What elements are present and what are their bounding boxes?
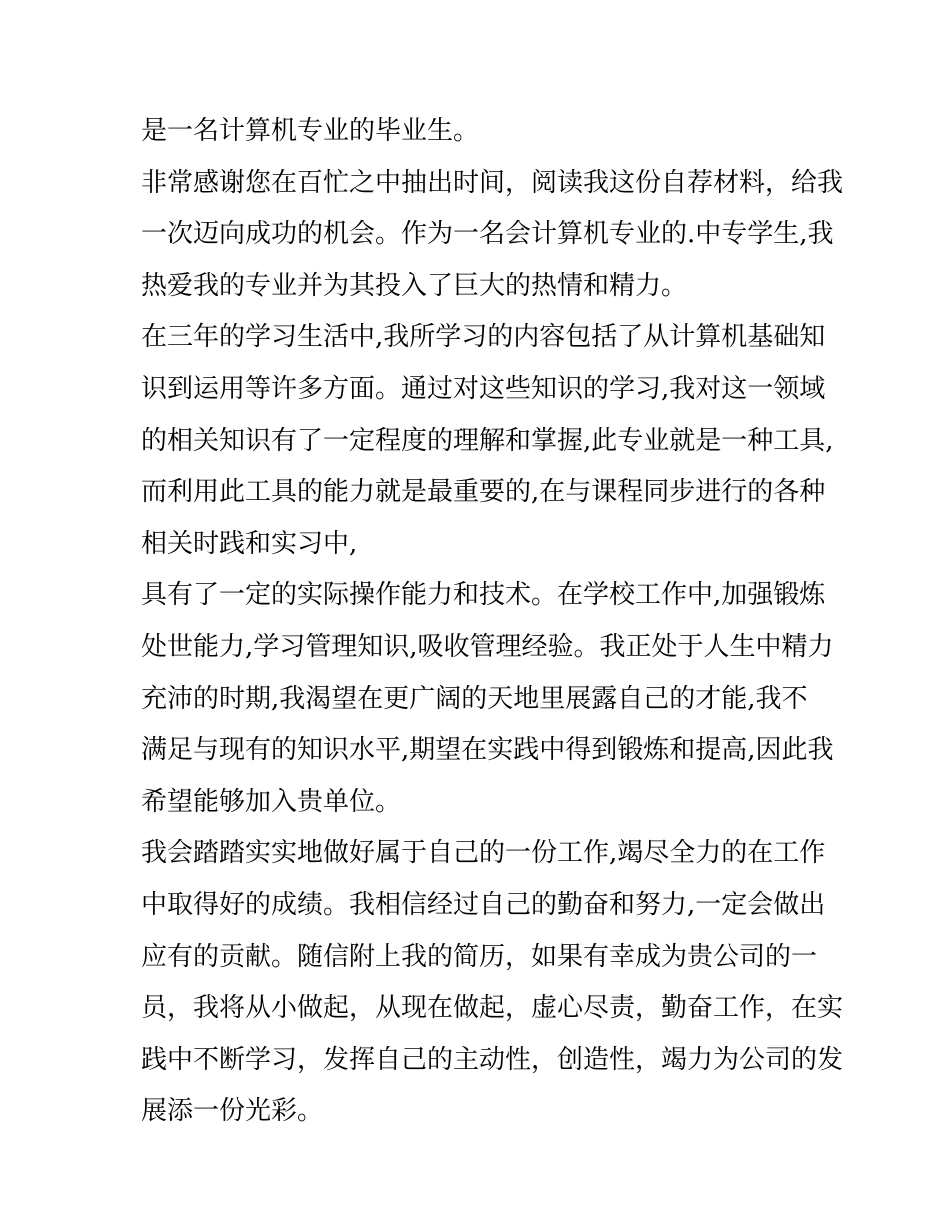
text-line: 处世能力,学习管理知识,吸收管理经验。我正处于人生中精力 — [141, 631, 834, 662]
text-line: 是一名计算机专业的毕业生。 — [141, 116, 480, 146]
text-line: 应有的贡献。随信附上我的简历，如果有幸成为贵公司的一 — [141, 941, 818, 972]
text-line: 展添一份光彩。 — [141, 1096, 324, 1127]
text-line: 中取得好的成绩。我相信经过自己的勤奋和努力,一定会做出 — [141, 889, 826, 920]
text-line: 非常感谢您在百忙之中抽出时间，阅读我这份自荐材料，给我 — [141, 167, 844, 198]
text-line: 我会踏踏实实地做好属于自己的一份工作,竭尽全力的在工作 — [141, 838, 826, 869]
cover-letter-body — [141, 106, 844, 1138]
text-line: 具有了一定的实际操作能力和技术。在学校工作中,加强锻炼 — [141, 580, 826, 611]
text-line: 充沛的时期,我渴望在更广阔的天地里展露自己的才能,我不 — [141, 683, 808, 714]
text-line: 热爱我的专业并为其投入了巨大的热情和精力。 — [141, 270, 688, 301]
text-line: 的相关知识有了一定程度的理解和掌握,此专业就是一种工具, — [141, 425, 834, 456]
text-line: 员，我将从小做起，从现在做起，虚心尽责，勤奋工作，在实 — [141, 993, 844, 1024]
text-line: 践中不断学习，发挥自己的主动性，创造性，竭力为公司的发 — [141, 1044, 844, 1075]
text-line: 识到运用等许多方面。通过对这些知识的学习,我对这一领域 — [141, 373, 826, 404]
text-line: 希望能够加入贵单位。 — [141, 786, 402, 817]
text-line: 相关时践和实习中, — [141, 528, 358, 559]
text-line: 一次迈向成功的机会。作为一名会计算机专业的.中专学生,我 — [141, 219, 834, 250]
text-line: 在三年的学习生活中,我所学习的内容包括了从计算机基础知 — [141, 322, 826, 353]
text-line: 而利用此工具的能力就是最重要的,在与课程同步进行的各种 — [141, 477, 826, 508]
text-line: 满足与现有的知识水平,期望在实践中得到锻炼和提高,因此我 — [141, 735, 834, 766]
